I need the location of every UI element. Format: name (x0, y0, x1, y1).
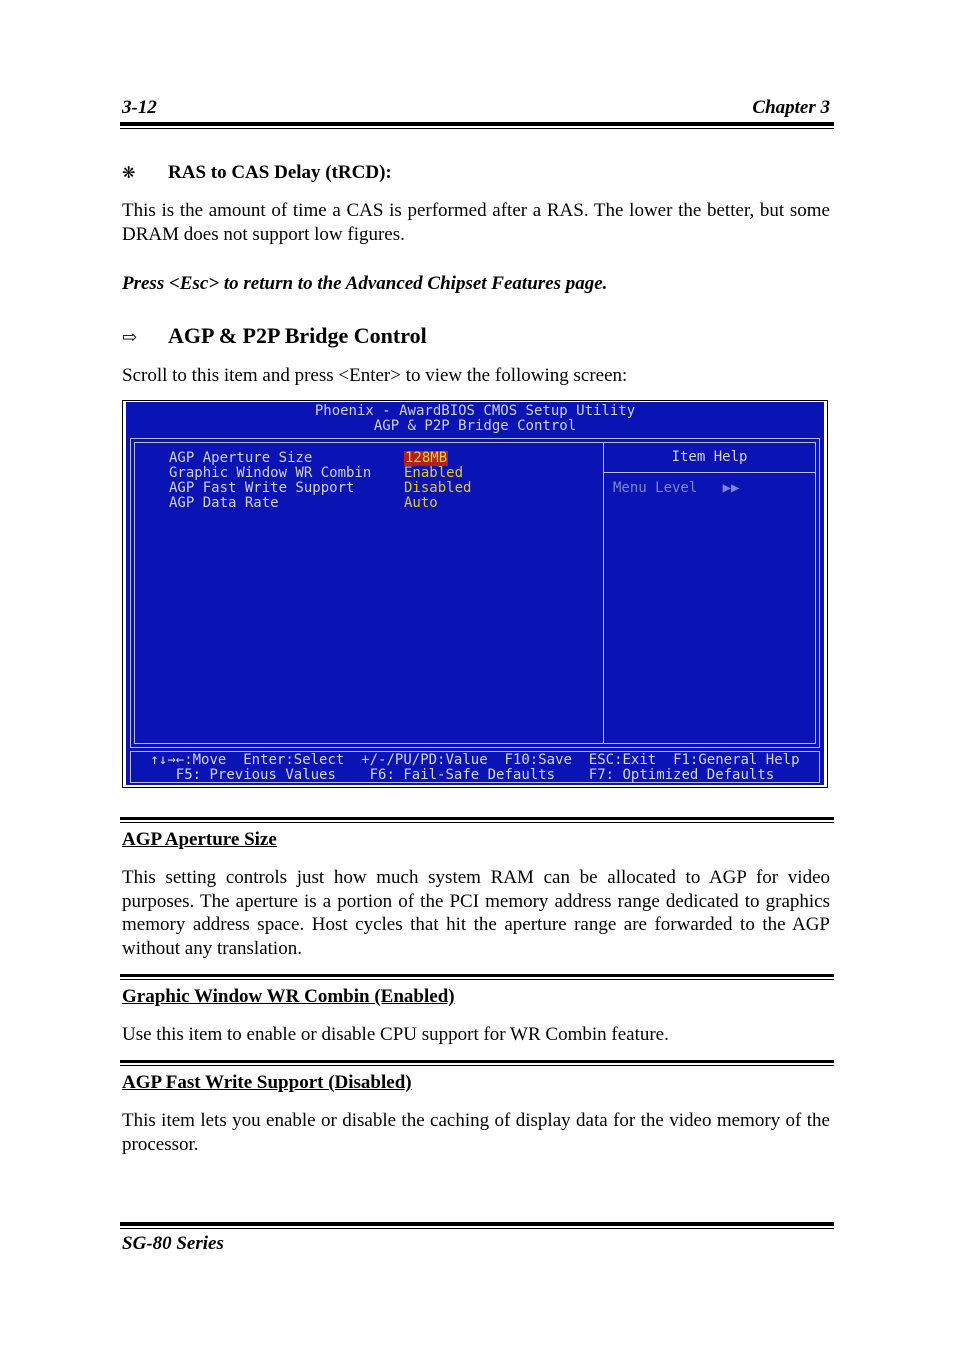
bios-item-agp-data-rate[interactable]: AGP Data Rate (169, 495, 279, 511)
bios-value-agp-data-rate[interactable]: Auto (404, 495, 438, 511)
item-help-title: Item Help (671, 449, 748, 465)
chapter-label: Chapter 3 (752, 97, 830, 118)
bios-key-legend (130, 751, 820, 783)
section-rule-3b (120, 1065, 834, 1066)
bios-title: Phoenix - AwardBIOS CMOS Setup Utility (314, 403, 636, 419)
agp-section-intro: Scroll to this item and press <Enter> to view the following screen: (122, 365, 628, 386)
bios-item-agp-fast-write-support[interactable]: AGP Fast Write Support (169, 480, 355, 496)
graphic-window-text: Use this item to enable or disable CPU support for WR Combin feature. (122, 1024, 669, 1045)
section-rule-2 (120, 974, 834, 977)
series-footer: SG-80 Series (122, 1233, 224, 1254)
bios-value-graphic-window-wr-combin[interactable]: Enabled (404, 465, 464, 481)
bios-frame-divider (603, 443, 604, 743)
bios-key-legend-line-1: ↑↓→←:Move Enter:Select +/-/PU/PD:Value F10:Save ESC:Exit F1:General Help (150, 752, 800, 768)
section-rule-3 (120, 1060, 834, 1063)
section-rule-2b (120, 979, 834, 980)
bios-value-agp-aperture-size[interactable]: 128MB (405, 450, 448, 466)
bios-screen (126, 402, 824, 785)
header-rule-thin (120, 128, 834, 129)
bios-subtitle: AGP & P2P Bridge Control (373, 418, 577, 434)
help-panel-rule (604, 472, 815, 473)
page-number: 3-12 (122, 97, 157, 118)
header-rule-thick (120, 122, 834, 126)
bios-key-legend-line-2: F5: Previous Values F6: Fail-Safe Defaults F7: Optimized Defaults (175, 767, 775, 783)
agp-section-title-text: AGP & P2P Bridge Control (168, 323, 427, 348)
ras-cas-title-text: RAS to CAS Delay (tRCD): (168, 162, 392, 183)
arrow-bullet-icon: ⇨ (122, 327, 138, 347)
section-rule-1 (120, 817, 834, 820)
agp-aperture-size-heading: AGP Aperture Size (122, 829, 277, 850)
graphic-window-heading: Graphic Window WR Combin (Enabled) (122, 986, 455, 1007)
bios-item-agp-aperture-size[interactable]: AGP Aperture Size (169, 450, 313, 466)
bios-value-agp-fast-write-support[interactable]: Disabled (404, 480, 472, 496)
footer-rule-thick (120, 1222, 834, 1226)
ras-cas-title (122, 162, 392, 184)
agp-aperture-size-text: This setting controls just how much system RAM can be allocated to AGP for video purposes. The aperture is a portion of the PCI memory address range dedicated to graphics memory address space. Host cycles that hit the aperture range are forwarded to the AGP without any translation. (122, 867, 830, 959)
agp-fast-write-text: This item lets you enable or disable the caching of display data for the video memory of the processor. (122, 1110, 830, 1155)
ras-cas-description: This is the amount of time a CAS is performed after a RAS. The lower the better, but some DRAM does not support low figures. (122, 200, 830, 245)
footer-rule-thin (120, 1228, 834, 1229)
bios-inner-frame (134, 442, 816, 744)
agp-fast-write-heading: AGP Fast Write Support (Disabled) (122, 1072, 412, 1093)
bios-item-graphic-window-wr-combin[interactable]: Graphic Window WR Combin (169, 465, 372, 481)
bios-main-frame (130, 438, 820, 748)
esc-note: Press <Esc> to return to the Advanced Chipset Features page. (122, 273, 608, 294)
agp-section-title (122, 323, 427, 349)
section-rule-1b (120, 822, 834, 823)
menu-level-label: Menu Level ▶▶ (613, 480, 740, 496)
bios-screenshot (122, 400, 828, 788)
asterisk-bullet-icon: ❋ (122, 165, 136, 182)
